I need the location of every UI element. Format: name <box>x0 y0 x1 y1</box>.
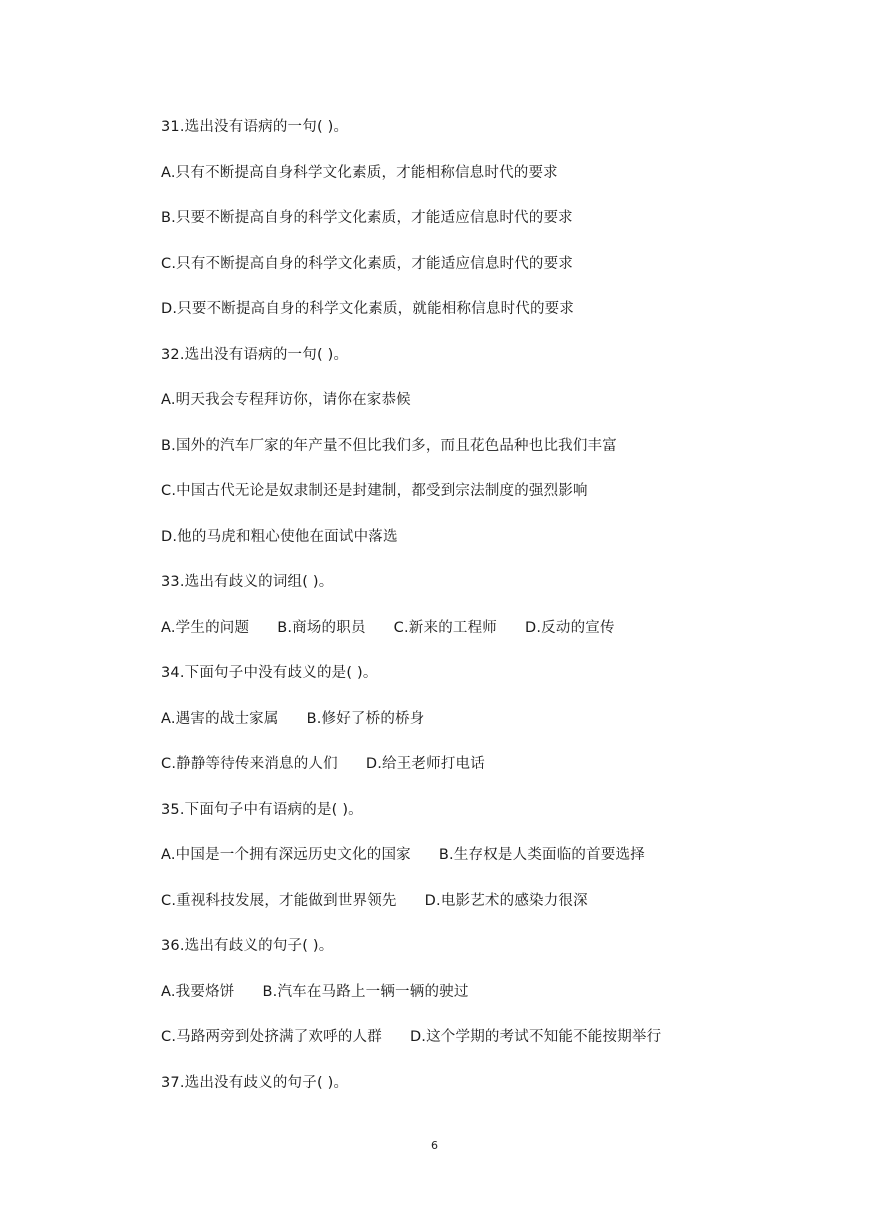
option-line <box>161 754 485 774</box>
option-line <box>161 299 574 319</box>
option-line <box>161 481 588 501</box>
answer-option: A.只有不断提高自身科学文化素质，才能相称信息时代的要求 <box>161 164 558 181</box>
answer-option: A.我要烙饼 <box>161 983 235 1000</box>
answer-option: D.给王老师打电话 <box>365 756 485 772</box>
answer-option: A.明天我会专程拜访你，请你在家恭候 <box>161 392 411 408</box>
answer-option: D.只要不断提高自身的科学文化素质，就能相称信息时代的要求 <box>161 301 575 317</box>
option-line <box>161 982 469 1002</box>
answer-option: C.只有不断提高自身的科学文化素质，才能适应信息时代的要求 <box>161 255 574 272</box>
option-line <box>161 436 617 456</box>
answer-option: A.学生的问题 <box>161 619 250 636</box>
option-line <box>161 208 573 228</box>
option-line <box>161 709 424 729</box>
answer-option: B.只要不断提高自身的科学文化素质，才能适应信息时代的要求 <box>161 210 573 226</box>
answer-option: B.生存权是人类面临的首要选择 <box>438 847 645 863</box>
answer-option: B.汽车在马路上一辆一辆的驶过 <box>262 983 469 1000</box>
option-line <box>161 390 411 410</box>
answer-option: D.他的马虎和粗心使他在面试中落选 <box>161 528 398 545</box>
answer-option: C.新来的工程师 <box>393 619 497 636</box>
answer-option: C.静静等待传来消息的人们 <box>161 756 338 772</box>
question-stem: 36.选出有歧义的句子( )。 <box>161 938 334 954</box>
option-line <box>161 845 645 865</box>
option-line <box>161 527 398 547</box>
option-line <box>161 254 573 274</box>
question-stem: 37.选出没有歧义的句子( )。 <box>161 1074 349 1091</box>
answer-option: B.国外的汽车厂家的年产量不但比我们多，而且花色品种也比我们丰富 <box>161 437 617 454</box>
question-stem: 33.选出有歧义的词组( )。 <box>161 574 334 590</box>
answer-option: D.这个学期的考试不知能不能按期举行 <box>409 1029 662 1045</box>
answer-option: B.商场的职员 <box>277 619 366 636</box>
answer-option: C.马路两旁到处挤满了欢呼的人群 <box>161 1029 382 1045</box>
page-number: 6 <box>431 1139 438 1152</box>
answer-option: B.修好了桥的桥身 <box>306 710 425 727</box>
answer-option: D.反动的宣传 <box>525 619 615 636</box>
option-line <box>161 891 588 911</box>
question-stem: 32.选出没有语病的一句( )。 <box>161 346 349 363</box>
question-stem: 34.下面句子中没有歧义的是( )。 <box>161 665 378 681</box>
option-line <box>161 1027 661 1047</box>
answer-option: C.重视科技发展，才能做到世界领先 <box>161 892 397 909</box>
question-stem: 35.下面句子中有语病的是( )。 <box>161 801 363 818</box>
answer-option: D.电影艺术的感染力很深 <box>424 892 588 909</box>
answer-option: C.中国古代无论是奴隶制还是封建制，都受到宗法制度的强烈影响 <box>161 483 588 499</box>
answer-option: A.遇害的战士家属 <box>161 710 279 727</box>
answer-option: A.中国是一个拥有深远历史文化的国家 <box>161 847 411 863</box>
option-line <box>161 163 558 183</box>
question-stem: 31.选出没有语病的一句( )。 <box>161 119 349 135</box>
option-line <box>161 618 615 638</box>
